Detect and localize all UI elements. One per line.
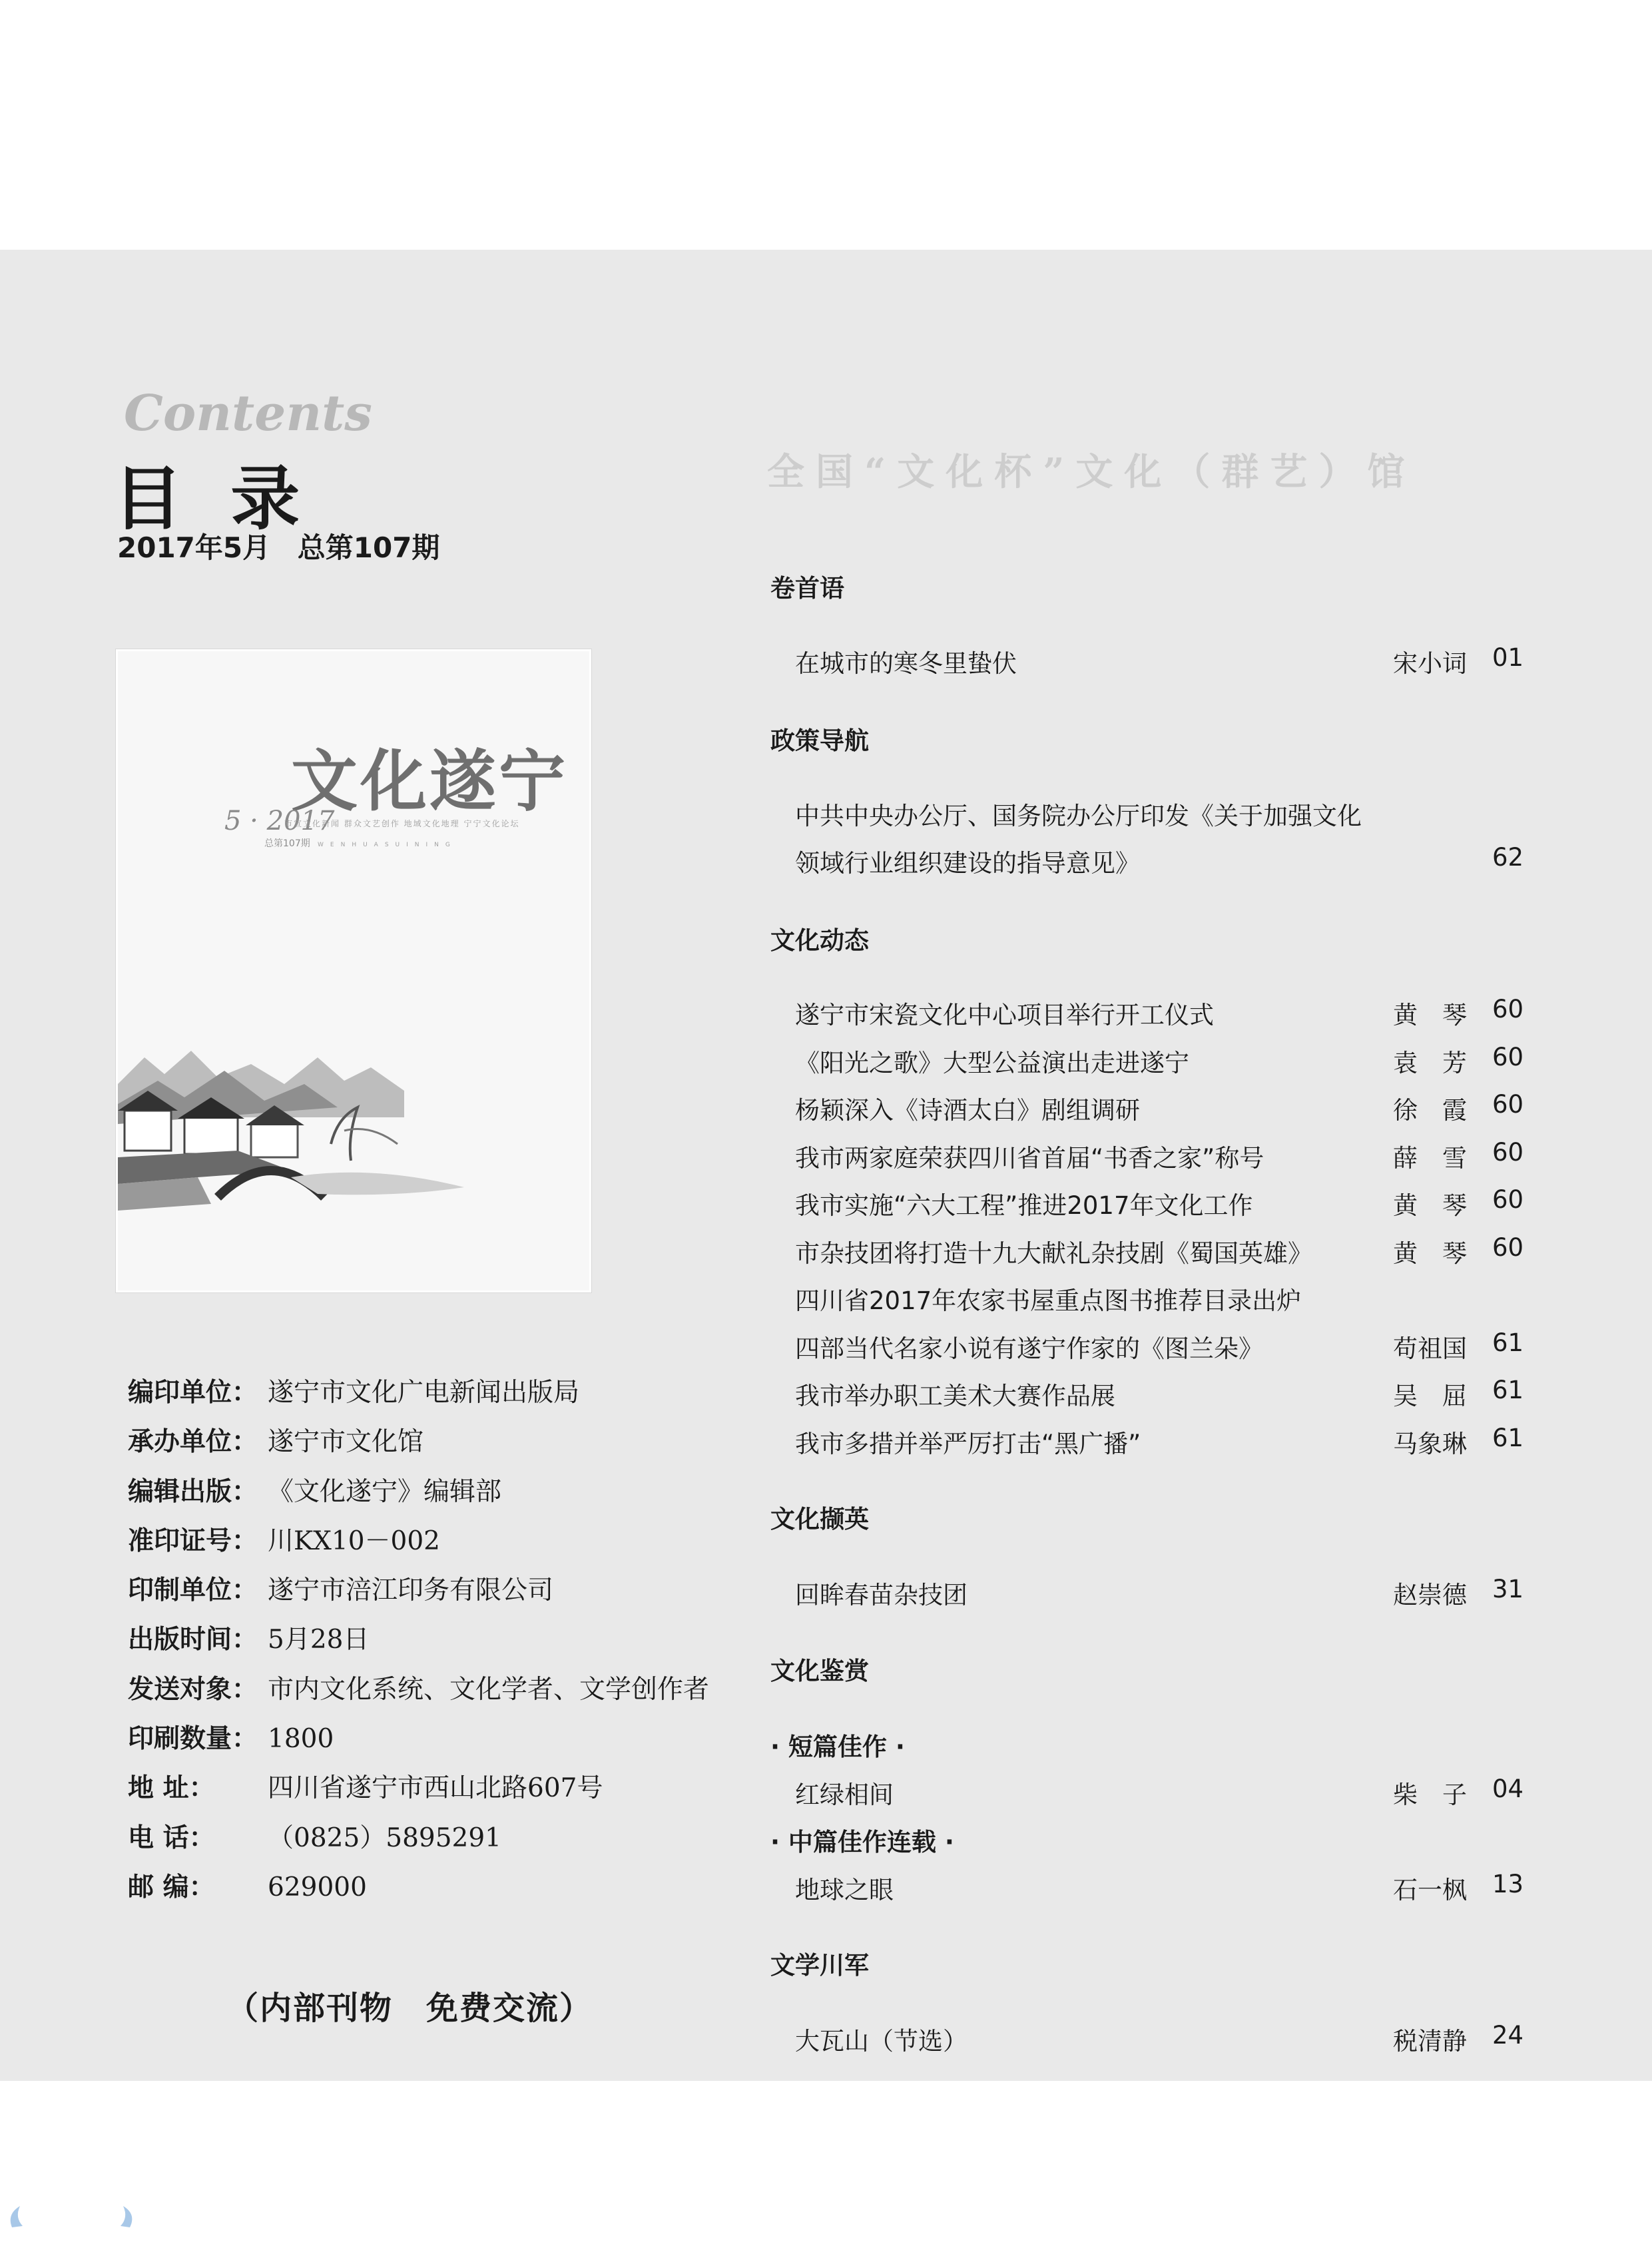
entry-page: 04 <box>1492 1775 1524 1803</box>
entry-author: 薛 雪 <box>1393 1144 1467 1173</box>
imprint-value: 629000 <box>268 1872 367 1902</box>
toc-entry[interactable] <box>795 1376 1524 1410</box>
toc-entry[interactable] <box>795 1090 1524 1125</box>
imprint-label: 印刷数量： <box>128 1724 258 1755</box>
toc-entry[interactable] <box>795 1280 1521 1314</box>
entry-title: 四部当代名家小说有遂宁作家的《图兰朵》 <box>795 1334 1263 1363</box>
entry-author: 黄 琴 <box>1393 1001 1467 1029</box>
imprint-label: 编辑出版： <box>128 1476 258 1507</box>
imprint-label: 承办单位： <box>128 1427 258 1458</box>
toc-entry[interactable] <box>795 1138 1524 1173</box>
toc-entry[interactable] <box>795 843 1524 878</box>
cover-total-issue: 总第107期 <box>264 838 310 849</box>
toc-entry[interactable] <box>795 643 1524 678</box>
section-heading: 文化撷英 <box>770 1505 869 1534</box>
section-heading: 文化鉴赏 <box>770 1657 869 1685</box>
issue-date: 2017年5月 <box>117 531 271 564</box>
section-heading: 文学川军 <box>770 1951 869 1980</box>
imprint-value: 川KX10－002 <box>268 1526 440 1556</box>
entry-title: 领域行业组织建设的指导意见》 <box>795 849 1140 878</box>
imprint-value: 《文化遂宁》编辑部 <box>268 1476 502 1507</box>
imprint-row <box>128 1814 709 1863</box>
toc-entry[interactable] <box>795 1575 1524 1609</box>
entry-title: 我市多措并举严厉打击“黑广播” <box>795 1430 1141 1458</box>
entry-title: 我市举办职工美术大赛作品展 <box>795 1382 1115 1410</box>
entry-title: 杨颖深入《诗酒太白》剧组调研 <box>795 1096 1140 1125</box>
entry-page: 60 <box>1492 1138 1524 1167</box>
imprint-row <box>128 1665 709 1715</box>
entry-title: 大瓦山（节选） <box>795 2027 967 2056</box>
imprint-row <box>128 1615 709 1665</box>
award-tagline: 全国“文化杯”文化（群艺）馆 <box>767 450 1416 494</box>
entry-author: 马象琳 <box>1393 1430 1467 1458</box>
entry-page: 62 <box>1492 843 1524 872</box>
entry-page: 60 <box>1492 1090 1524 1119</box>
entry-title: 地球之眼 <box>795 1876 894 1904</box>
watermark-logo <box>0 2201 146 2241</box>
entry-author: 袁 芳 <box>1393 1049 1467 1077</box>
entry-page: 24 <box>1492 2021 1524 2050</box>
entry-page: 60 <box>1492 1185 1524 1214</box>
entry-title: 红绿相间 <box>795 1781 894 1809</box>
toc-entry[interactable] <box>795 995 1524 1029</box>
entry-title: 中共中央办公厅、国务院办公厅印发《关于加强文化 <box>795 802 1362 830</box>
entry-page: 61 <box>1492 1424 1524 1452</box>
imprint-row <box>128 1368 709 1418</box>
entry-author: 苟祖国 <box>1393 1334 1467 1363</box>
imprint-label: 出版时间： <box>128 1625 258 1655</box>
imprint-label: 发送对象： <box>128 1674 258 1705</box>
issue-total: 总第107期 <box>297 531 440 564</box>
entry-page: 60 <box>1492 1043 1524 1071</box>
imprint-label: 地 址： <box>128 1773 215 1804</box>
entry-page: 01 <box>1492 643 1524 672</box>
imprint-row <box>128 1468 709 1517</box>
cover-thumbnail <box>116 649 591 1292</box>
imprint-row <box>128 1517 709 1566</box>
entry-page: 61 <box>1492 1328 1524 1357</box>
entry-title: 我市两家庭荣获四川省首届“书香之家”称号 <box>795 1144 1264 1173</box>
imprint-label: 编印单位： <box>128 1378 258 1408</box>
toc-entry[interactable] <box>795 1043 1524 1077</box>
section-heading: 卷首语 <box>770 574 844 603</box>
entry-author: 石一枫 <box>1393 1876 1467 1904</box>
toc-entry[interactable] <box>795 796 1521 829</box>
toc-entry[interactable] <box>795 1870 1524 1904</box>
entry-author: 赵崇德 <box>1393 1581 1467 1609</box>
imprint-value: 四川省遂宁市西山北路607号 <box>268 1773 603 1804</box>
imprint-value: 市内文化系统、文化学者、文学创作者 <box>268 1674 710 1705</box>
imprint-row <box>128 1715 709 1764</box>
contents-english-title: Contents <box>124 385 372 442</box>
entry-title: 市杂技团将打造十九大献礼杂技剧《蜀国英雄》 <box>795 1239 1312 1268</box>
imprint-row <box>128 1764 709 1813</box>
toc-entry[interactable] <box>795 1775 1524 1809</box>
cover-subtitle: 市宣文化新闻 群众文艺创作 地域文化地理 宁宁文化论坛 <box>284 819 520 828</box>
imprint-block <box>128 1368 709 1912</box>
toc-entry[interactable] <box>795 1328 1524 1363</box>
entry-author: 黄 琴 <box>1393 1191 1467 1220</box>
cover-issue-number: 5 · 2017 <box>224 806 335 836</box>
entry-title: 《阳光之歌》大型公益演出走进遂宁 <box>795 1049 1189 1077</box>
subsection-heading: · 中篇佳作连载 · <box>770 1828 954 1856</box>
section-heading: 政策导航 <box>770 726 869 755</box>
imprint-value: 5月28日 <box>268 1625 370 1655</box>
entry-page: 60 <box>1492 1233 1524 1262</box>
imprint-value: 遂宁市涪江印务有限公司 <box>268 1575 554 1606</box>
entry-author: 吴 屈 <box>1393 1382 1467 1410</box>
entry-page: 31 <box>1492 1575 1524 1603</box>
section-heading: 文化动态 <box>770 926 869 955</box>
entry-author: 徐 霞 <box>1393 1096 1467 1125</box>
entry-title: 我市实施“六大工程”推进2017年文化工作 <box>795 1191 1253 1220</box>
imprint-label: 准印证号： <box>128 1526 258 1556</box>
entry-author: 黄 琴 <box>1393 1239 1467 1268</box>
imprint-value: 遂宁市文化广电新闻出版局 <box>268 1378 580 1408</box>
ink-landscape-illustration <box>118 1044 589 1257</box>
entry-author: 宋小词 <box>1393 649 1467 678</box>
toc-entry[interactable] <box>795 1233 1524 1268</box>
imprint-label: 印制单位： <box>128 1575 258 1606</box>
entry-author: 税清静 <box>1393 2027 1467 2056</box>
entry-title: 遂宁市宋瓷文化中心项目举行开工仪式 <box>795 1001 1214 1029</box>
entry-title: 四川省2017年农家书屋重点图书推荐目录出炉 <box>795 1286 1302 1315</box>
entry-author: 柴 子 <box>1393 1781 1467 1809</box>
toc-entry[interactable] <box>795 1424 1524 1458</box>
imprint-value: 1800 <box>268 1724 334 1755</box>
imprint-label: 电 话： <box>128 1822 215 1853</box>
entry-page: 61 <box>1492 1376 1524 1404</box>
imprint-value: 遂宁市文化馆 <box>268 1427 424 1458</box>
entry-page: 13 <box>1492 1870 1524 1898</box>
toc-entry[interactable] <box>795 1185 1524 1220</box>
subsection-heading: · 短篇佳作 · <box>770 1733 905 1761</box>
imprint-label: 邮 编： <box>128 1872 215 1902</box>
entry-page: 60 <box>1492 995 1524 1023</box>
toc-entry[interactable] <box>795 2021 1524 2056</box>
entry-title: 回眸春苗杂技团 <box>795 1581 967 1609</box>
page-title: 目 录 <box>113 458 312 539</box>
entry-title: 在城市的寒冬里蛰伏 <box>795 649 1017 678</box>
imprint-row <box>128 1566 709 1615</box>
imprint-row <box>128 1863 709 1912</box>
imprint-value: （0825）5895291 <box>268 1822 501 1853</box>
free-distribution-note: （内部刊物 免费交流） <box>226 1990 593 2027</box>
cover-pinyin: WENHUASUINING <box>318 842 457 848</box>
imprint-row <box>128 1418 709 1467</box>
issue-line <box>117 526 457 566</box>
cover-title: 文化遂宁 <box>291 742 568 820</box>
